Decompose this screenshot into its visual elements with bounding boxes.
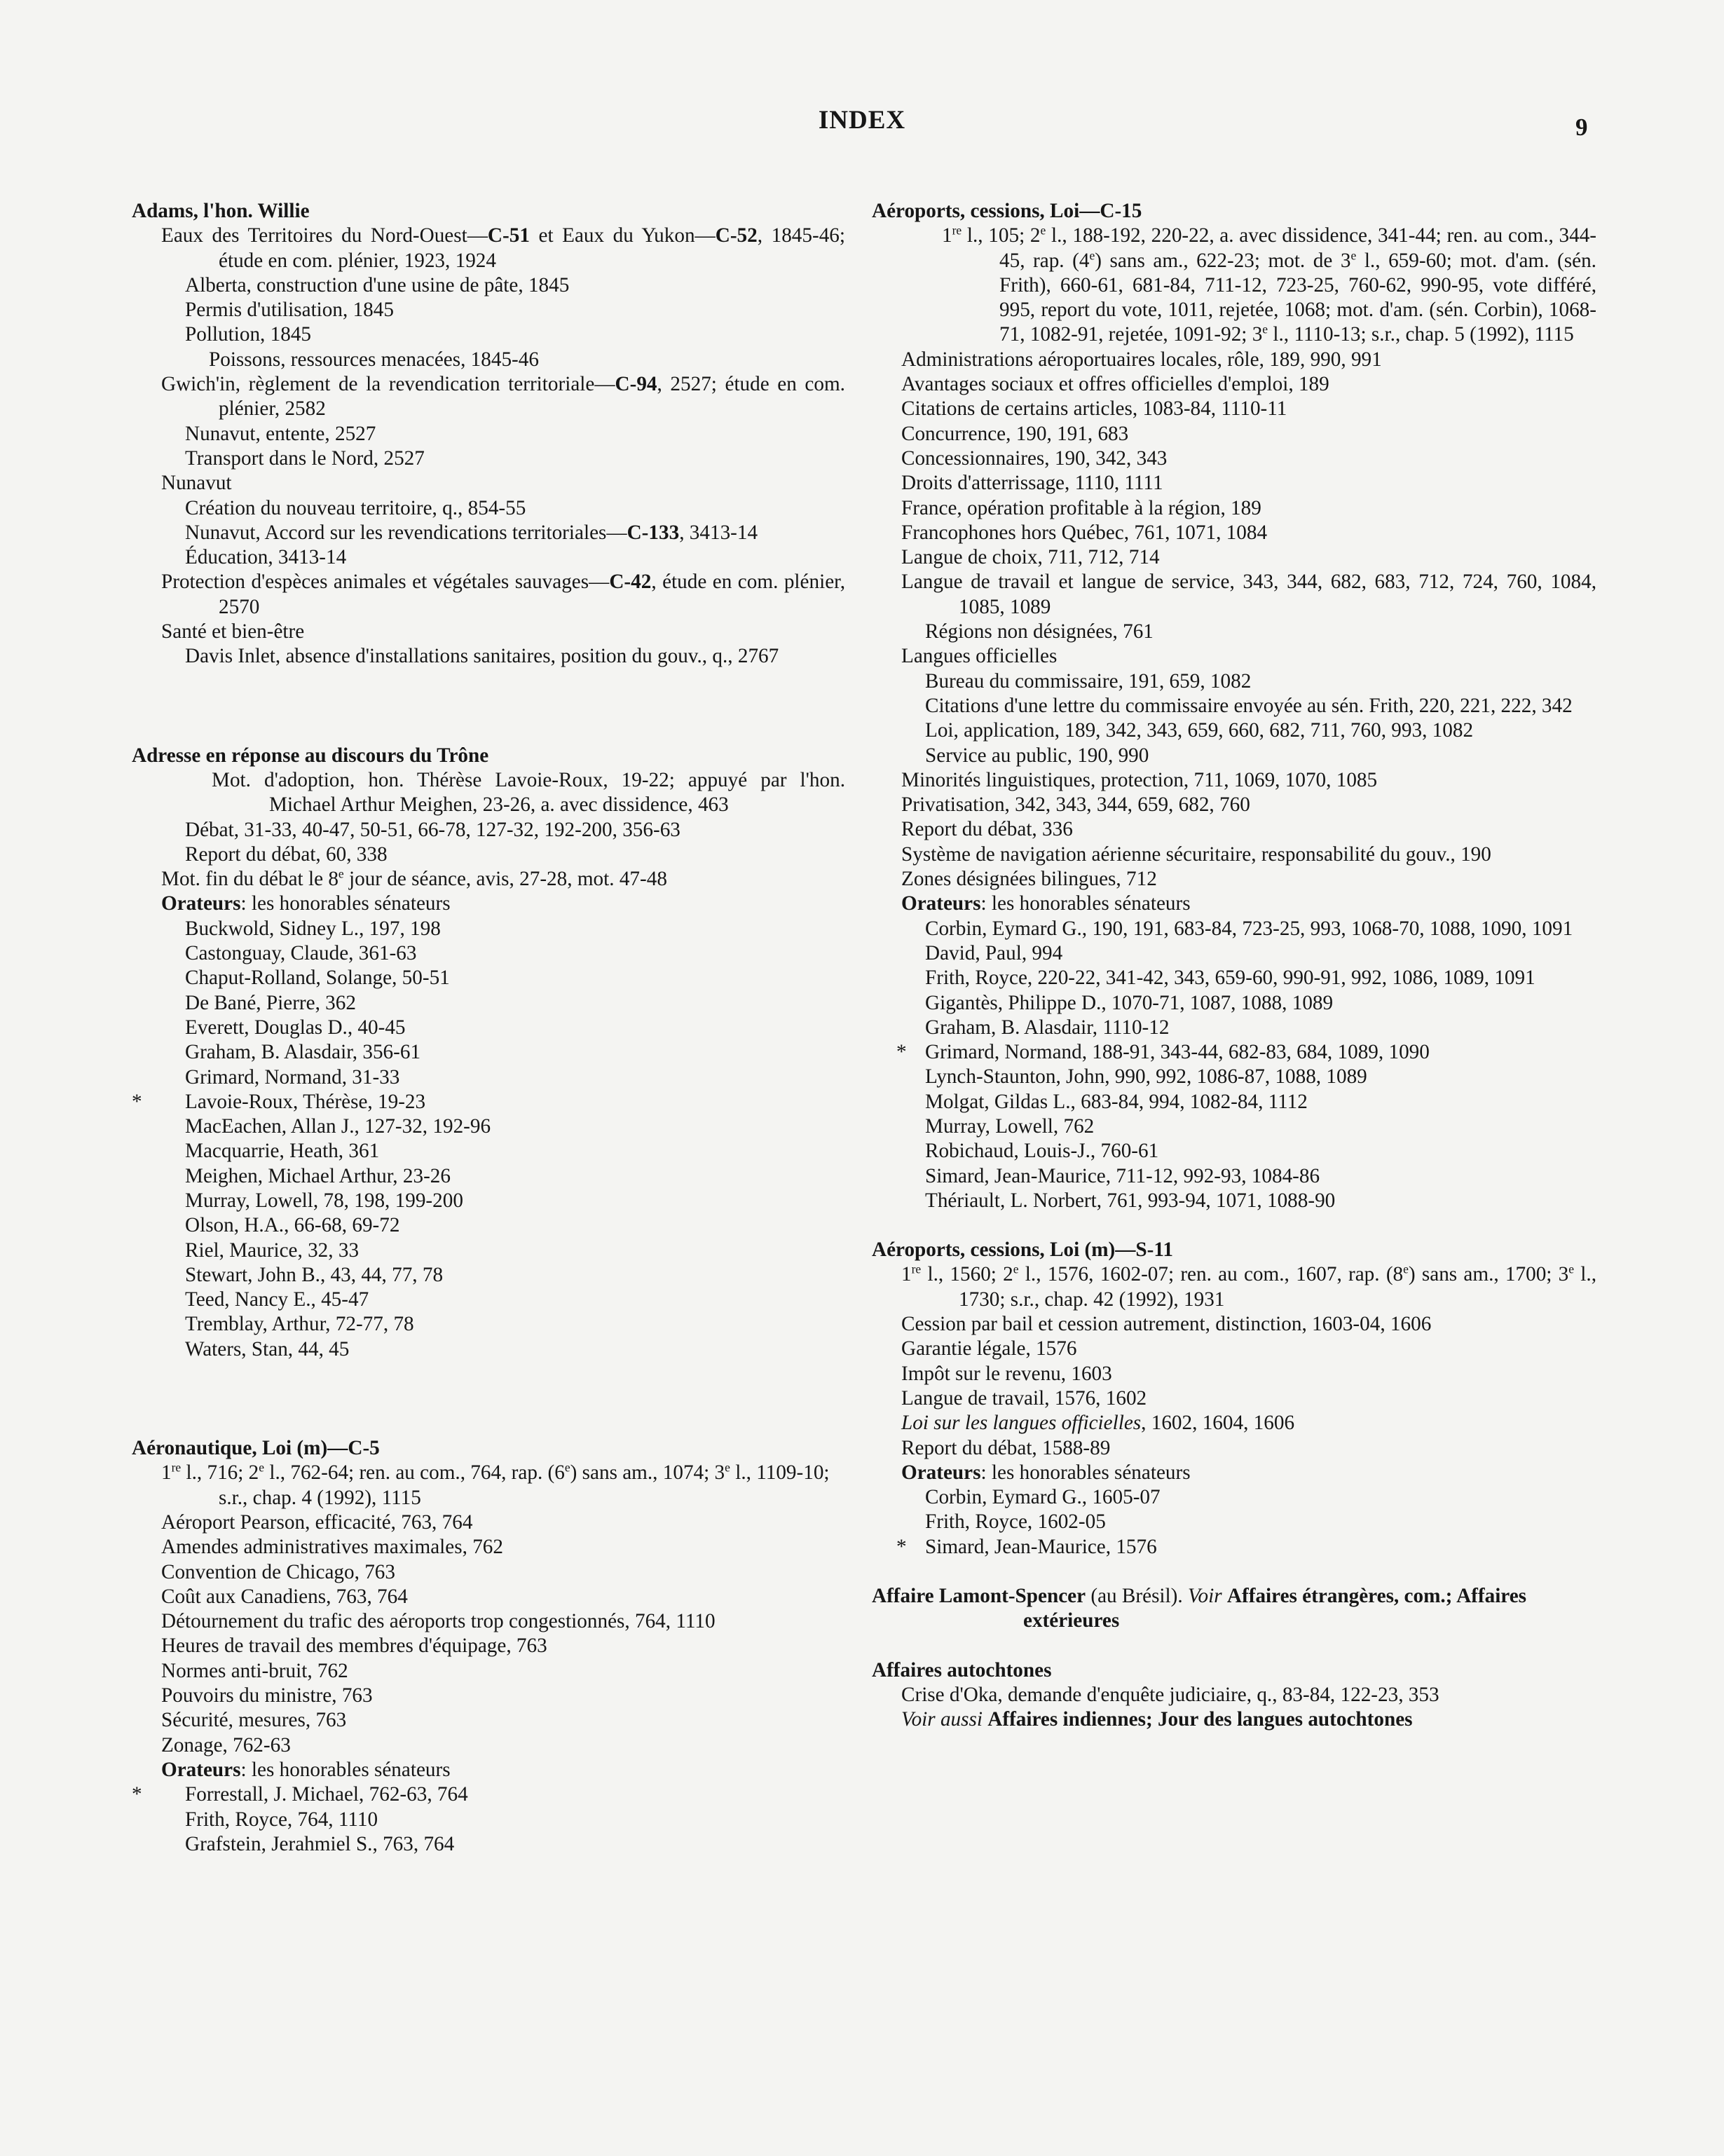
index-text: David, Paul, 994 (925, 941, 1063, 964)
index-text: : les honorables sénateurs (240, 892, 451, 915)
index-line (872, 1535, 1596, 1560)
index-line (872, 793, 1596, 817)
index-line (872, 991, 1596, 1016)
index-text: , 1845-46; étude en com. plénier, 1923, 1924 (219, 224, 845, 272)
index-text: Langue de choix, 711, 712, 714 (901, 546, 1160, 569)
index-text: Sécurité, mesures, 763 (161, 1709, 347, 1732)
index-text: Crise d'Oka, demande d'enquête judiciaire, q., 83-84, 122-23, 353 (901, 1683, 1439, 1706)
entry-gap (872, 1213, 1596, 1238)
index-text: Aéroport Pearson, efficacité, 763, 764 (161, 1510, 473, 1534)
index-line (872, 1189, 1596, 1213)
index-line (132, 1461, 845, 1510)
page-number: 9 (1575, 114, 1588, 141)
index-text: l., 716; 2 (181, 1461, 259, 1485)
index-text: Création du nouveau territoire, q., 854-55 (185, 496, 526, 519)
index-line (872, 224, 1596, 347)
index-line (872, 545, 1596, 570)
index-text: e (259, 1460, 265, 1475)
index-text: Affaires étrangères, com.; Affaires extérieures (1023, 1585, 1527, 1632)
index-line (872, 1065, 1596, 1089)
index-text: Everett, Douglas D., 40-45 (185, 1016, 406, 1039)
index-line (132, 1016, 845, 1040)
index-line (872, 892, 1596, 916)
index-heading: Affaires autochtones (872, 1658, 1052, 1681)
index-text: C-52 (715, 224, 758, 247)
index-line (132, 1585, 845, 1609)
index-line (132, 273, 845, 298)
index-text: Langue de travail, 1576, 1602 (901, 1386, 1147, 1410)
index-line (872, 397, 1596, 421)
index-text: Orateurs (161, 892, 241, 915)
index-line (132, 1065, 845, 1090)
index-line (872, 348, 1596, 372)
index-text: Transport dans le Nord, 2527 (185, 446, 425, 470)
page-title: INDEX (818, 106, 906, 135)
index-line (872, 669, 1596, 694)
index-text: , 2527; étude en com. plénier, 2582 (219, 373, 845, 421)
index-text: e (1403, 1262, 1409, 1276)
index-text: Mot. d'adoption, hon. Thérèse Lavoie-Roux, 19-22; appuyé par l'hon. Michael Arthur Meighen, 23-26, a. avec dissidence, 463 (212, 768, 845, 817)
index-line (132, 372, 845, 422)
index-line (872, 718, 1596, 743)
index-text: Affaire Lamont-Spencer (872, 1585, 1086, 1608)
index-line (872, 496, 1596, 521)
index-line (872, 867, 1596, 892)
index-line (872, 1485, 1596, 1510)
index-text: e (1040, 223, 1046, 238)
index-heading: Aéronautique, Loi (m)—C-5 (132, 1437, 380, 1460)
asterisk-marker: * (132, 1090, 142, 1113)
index-text: Système de navigation aérienne sécuritaire, responsabilité du gouv., 190 (901, 842, 1491, 866)
index-line (132, 570, 845, 620)
index-text: e (338, 866, 344, 881)
index-line (132, 941, 845, 966)
index-line (132, 348, 845, 372)
index-text: Santé et bien-être (161, 620, 305, 643)
index-line (872, 1090, 1596, 1114)
index-text: Orateurs (161, 1758, 241, 1781)
index-line (132, 1213, 845, 1238)
index-line (132, 768, 845, 818)
index-text: e (1568, 1262, 1575, 1276)
index-text: Nunavut, entente, 2527 (185, 422, 376, 445)
index-text: e (564, 1460, 570, 1475)
index-text: Orateurs (901, 1461, 981, 1484)
index-line (872, 422, 1596, 446)
index-line (132, 496, 845, 521)
index-text: e (1089, 247, 1095, 262)
index-text: Détournement du trafic des aéroports trop congestionnés, 764, 1110 (161, 1610, 716, 1633)
index-text: : les honorables sénateurs (980, 1461, 1191, 1484)
index-line (132, 1560, 845, 1585)
index-text: Orateurs (901, 892, 981, 915)
index-line (872, 1510, 1596, 1534)
index-text: Impôt sur le revenu, 1603 (901, 1362, 1112, 1385)
index-text: De Bané, Pierre, 362 (185, 991, 356, 1014)
index-line (132, 1239, 845, 1263)
index-line (872, 1139, 1596, 1164)
index-text: Buckwold, Sidney L., 197, 198 (185, 917, 441, 940)
index-text: C-42 (609, 571, 652, 594)
index-text: Simard, Jean-Maurice, 1576 (925, 1535, 1157, 1558)
index-text: Olson, H.A., 66-68, 69-72 (185, 1214, 400, 1237)
index-text: : les honorables sénateurs (980, 892, 1191, 915)
index-line (872, 1683, 1596, 1707)
index-line (872, 817, 1596, 842)
index-text: Concurrence, 190, 191, 683 (901, 422, 1129, 445)
index-text: Loi sur les langues officielles (901, 1412, 1142, 1435)
index-text (1222, 1585, 1227, 1607)
index-line (872, 471, 1596, 496)
index-text: Graham, B. Alasdair, 1110-12 (925, 1016, 1170, 1039)
index-line (132, 1312, 845, 1337)
index-text: Nunavut (161, 472, 232, 495)
index-line (132, 966, 845, 990)
index-line (872, 1436, 1596, 1461)
index-text: Gwich'in, règlement de la revendication territoriale— (161, 373, 615, 396)
index-text: , étude en com. plénier, 2570 (219, 571, 846, 618)
index-text: Heures de travail des membres d'équipage, 763 (161, 1635, 547, 1658)
index-text: Cession par bail et cession autrement, distinction, 1603-04, 1606 (901, 1313, 1432, 1336)
index-text: Meighen, Michael Arthur, 23-26 (185, 1164, 451, 1187)
index-line (132, 1535, 845, 1560)
index-text: Pouvoirs du ministre, 763 (161, 1684, 373, 1707)
index-line (132, 422, 845, 446)
index-line (132, 620, 845, 644)
index-text: Frith, Royce, 1602-05 (925, 1510, 1106, 1534)
index-heading: Adams, l'hon. Willie (132, 200, 310, 222)
index-text: Affaires indiennes; Jour des langues autochtones (987, 1708, 1413, 1731)
index-line (132, 1609, 845, 1634)
index-text: ) sans am., 1700; 3 (1408, 1263, 1569, 1286)
index-text: Gigantès, Philippe D., 1070-71, 1087, 1088, 1089 (925, 991, 1334, 1014)
index-text: ) sans am., 1074; 3 (570, 1461, 725, 1485)
index-heading: Aéroports, cessions, Loi (m)—S-11 (872, 1239, 1173, 1262)
index-text: (au Brésil). (1086, 1585, 1188, 1608)
entry-gap (132, 669, 845, 744)
index-text: e (725, 1460, 730, 1475)
index-line (872, 917, 1596, 941)
index-text: Chaput-Rolland, Solange, 50-51 (185, 967, 450, 990)
index-text: 1 (942, 224, 952, 247)
index-text: Grimard, Normand, 188-91, 343-44, 682-83, 684, 1089, 1090 (925, 1041, 1430, 1064)
index-line (872, 744, 1596, 768)
index-text: Frith, Royce, 764, 1110 (185, 1808, 378, 1831)
index-text: Robichaud, Louis-J., 760-61 (925, 1140, 1159, 1163)
index-line (132, 1782, 845, 1807)
index-line (872, 1386, 1596, 1411)
index-text: Frith, Royce, 220-22, 341-42, 343, 659-60, 990-91, 992, 1086, 1089, 1091 (925, 967, 1535, 990)
index-line (872, 966, 1596, 990)
index-line (132, 545, 845, 570)
index-line (132, 1659, 845, 1684)
index-text: Zonage, 762-63 (161, 1733, 291, 1756)
index-text: Report du débat, 336 (901, 818, 1073, 841)
index-line (132, 1758, 845, 1782)
index-text: Eaux des Territoires du Nord-Ouest— (161, 224, 488, 247)
index-text: re (171, 1460, 182, 1475)
index-text: Davis Inlet, absence d'installations sanitaires, position du gouv., q., 2767 (185, 645, 779, 668)
index-text: Mot. fin du débat le 8 (161, 868, 338, 891)
index-text: Thériault, L. Norbert, 761, 993-94, 1071, 1088-90 (925, 1189, 1336, 1212)
asterisk-marker: * (896, 1535, 907, 1558)
index-line (132, 892, 845, 916)
index-line (872, 446, 1596, 471)
index-heading: Adresse en réponse au discours du Trône (132, 744, 489, 767)
index-line (132, 1090, 845, 1114)
index-text: l., 1730; s.r., chap. 42 (1992), 1931 (959, 1263, 1597, 1311)
index-line (132, 1510, 845, 1535)
index-text: Francophones hors Québec, 761, 1071, 1084 (901, 521, 1268, 544)
index-text: Permis d'utilisation, 1845 (185, 299, 394, 322)
index-text: : les honorables sénateurs (240, 1758, 451, 1781)
index-text: Poissons, ressources menacées, 1845-46 (209, 348, 539, 371)
index-text: Garantie légale, 1576 (901, 1337, 1077, 1360)
index-line (132, 298, 845, 322)
index-line (872, 1164, 1596, 1189)
index-line (132, 644, 845, 669)
index-line (872, 644, 1596, 669)
index-text: Citations d'une lettre du commissaire envoyée au sén. Frith, 220, 221, 222, 342 (925, 694, 1573, 717)
index-text: Teed, Nancy E., 45-47 (185, 1288, 369, 1311)
index-line (132, 1164, 845, 1189)
index-text: C-51 (487, 224, 530, 247)
index-text: Grafstein, Jerahmiel S., 763, 764 (185, 1832, 455, 1855)
index-line (872, 1584, 1596, 1634)
index-text: 1 (161, 1461, 172, 1485)
index-text: Bureau du commissaire, 191, 659, 1082 (925, 669, 1252, 692)
index-line (872, 570, 1596, 620)
index-text: C-133 (627, 521, 680, 544)
index-line (872, 1411, 1596, 1435)
index-line (872, 1040, 1596, 1065)
index-text: Riel, Maurice, 32, 33 (185, 1239, 360, 1262)
index-text: C-94 (615, 373, 657, 396)
index-line (132, 867, 845, 892)
index-line (872, 1262, 1596, 1312)
index-text: jour de séance, avis, 27-28, mot. 47-48 (343, 868, 667, 891)
index-text: Stewart, John B., 43, 44, 77, 78 (185, 1263, 444, 1286)
asterisk-marker: * (132, 1783, 142, 1806)
index-line (872, 1707, 1596, 1732)
index-text: Lavoie-Roux, Thérèse, 19-23 (185, 1090, 426, 1113)
index-text: l., 1560; 2 (921, 1263, 1013, 1286)
index-text: Alberta, construction d'une usine de pâte, 1845 (185, 273, 570, 296)
index-line (132, 1634, 845, 1658)
index-text: Langue de travail et langue de service, 343, 344, 682, 683, 712, 724, 760, 1084, 1085, 1089 (901, 571, 1596, 618)
index-text: re (911, 1262, 922, 1276)
index-text: Débat, 31-33, 40-47, 50-51, 66-78, 127-32, 192-200, 356-63 (185, 818, 680, 841)
index-line (872, 941, 1596, 966)
index-text: Waters, Stan, 44, 45 (185, 1337, 350, 1360)
index-text: Coût aux Canadiens, 763, 764 (161, 1585, 408, 1608)
index-text: Corbin, Eymard G., 190, 191, 683-84, 723-25, 993, 1068-70, 1088, 1090, 1091 (925, 917, 1573, 940)
index-line (132, 1189, 845, 1213)
index-line (872, 842, 1596, 867)
index-text: , 1602, 1604, 1606 (1141, 1412, 1295, 1435)
index-text: Convention de Chicago, 763 (161, 1560, 395, 1583)
index-text: Forrestall, J. Michael, 762-63, 764 (185, 1783, 468, 1806)
index-text: 1 (901, 1263, 912, 1286)
index-line (132, 471, 845, 496)
index-line (872, 1362, 1596, 1386)
index-text: e (1013, 1262, 1019, 1276)
index-text: Administrations aéroportuaires locales, rôle, 189, 990, 991 (901, 348, 1382, 371)
index-text: Régions non désignées, 761 (925, 620, 1154, 643)
index-text: Tremblay, Arthur, 72-77, 78 (185, 1313, 414, 1336)
index-text: Report du débat, 1588-89 (901, 1436, 1111, 1459)
index-text: Protection d'espèces animales et végétales sauvages— (161, 571, 610, 594)
index-text: l., 1110-13; s.r., chap. 5 (1992), 1115 (1268, 323, 1574, 346)
index-line (132, 1263, 845, 1288)
index-text: l., 188-192, 220-22, a. avec dissidence, 341-44; ren. au com., 344-45, rap. (4 (999, 224, 1597, 272)
index-column-right (872, 199, 1596, 1733)
index-line (872, 1461, 1596, 1485)
index-text: Droits d'atterrissage, 1110, 1111 (901, 472, 1163, 495)
index-line (872, 372, 1596, 397)
index-line (132, 1139, 845, 1164)
index-text: Nunavut, Accord sur les revendications territoriales— (185, 521, 627, 544)
index-line (132, 224, 845, 273)
index-line (872, 694, 1596, 718)
asterisk-marker: * (896, 1041, 907, 1064)
index-text: Éducation, 3413-14 (185, 546, 347, 569)
index-text: l., 762-64; ren. au com., 764, rap. (6 (264, 1461, 565, 1485)
index-heading: Aéroports, cessions, Loi—C-15 (872, 200, 1142, 222)
index-text: et Eaux du Yukon— (529, 224, 716, 247)
index-line (132, 1288, 845, 1312)
index-line (872, 1016, 1596, 1040)
index-line (132, 1708, 845, 1733)
index-line (132, 917, 845, 941)
index-text: Murray, Lowell, 762 (925, 1114, 1095, 1138)
index-text: Voir (1187, 1585, 1222, 1608)
index-line (872, 521, 1596, 545)
index-text: re (952, 223, 962, 238)
index-line (872, 1312, 1596, 1337)
index-text: Langues officielles (901, 645, 1058, 668)
index-text: Loi, application, 189, 342, 343, 659, 660, 682, 711, 760, 993, 1082 (925, 719, 1474, 742)
index-text: l., 1109-10; s.r., chap. 4 (1992), 1115 (219, 1461, 830, 1509)
index-text: Normes anti-bruit, 762 (161, 1659, 348, 1682)
index-text: Concessionnaires, 190, 342, 343 (901, 446, 1168, 470)
index-line (132, 1114, 845, 1139)
index-line (132, 322, 845, 347)
index-line (132, 842, 845, 867)
index-text: Macquarrie, Heath, 361 (185, 1140, 380, 1163)
index-line (132, 521, 845, 545)
index-text: Simard, Jean-Maurice, 711-12, 992-93, 1084-86 (925, 1164, 1320, 1187)
entry-gap (132, 1362, 845, 1436)
index-text: ) sans am., 622-23; mot. de 3 (1095, 249, 1351, 272)
index-line (872, 768, 1596, 793)
index-text: Corbin, Eymard G., 1605-07 (925, 1486, 1161, 1509)
index-line (872, 1337, 1596, 1361)
index-text: Avantages sociaux et offres officielles d'emploi, 189 (901, 373, 1329, 396)
entry-gap (872, 1634, 1596, 1658)
index-text: Zones désignées bilingues, 712 (901, 868, 1157, 891)
index-line (132, 818, 845, 842)
index-text: l., 659-60; mot. d'am. (sén. Frith), 660-61, 681-84, 711-12, 723-25, 760-62, 990-95, vote différé, 995, report du vote, 1011, rejetée, 1068; mot. d'am. (sén. Corbin), 1068-71, 1082-91, rejetée, 1091-92; 3 (999, 249, 1596, 346)
index-text: France, opération profitable à la région, 189 (901, 496, 1261, 519)
index-text: , 3413-14 (679, 521, 758, 544)
index-text: Voir aussi (901, 1708, 983, 1731)
index-text: l., 1576, 1602-07; ren. au com., 1607, rap. (8 (1018, 1263, 1404, 1286)
index-line (132, 446, 845, 471)
index-text: Citations de certains articles, 1083-84, 1110-11 (901, 397, 1287, 421)
index-text: Lynch-Staunton, John, 990, 992, 1086-87, 1088, 1089 (925, 1065, 1367, 1089)
index-line (132, 1040, 845, 1065)
index-text: l., 105; 2 (962, 224, 1041, 247)
index-text: Molgat, Gildas L., 683-84, 994, 1082-84, 1112 (925, 1090, 1308, 1113)
index-text: e (1262, 322, 1268, 336)
index-text: Amendes administratives maximales, 762 (161, 1536, 503, 1559)
index-line (132, 1832, 845, 1857)
index-text: Privatisation, 342, 343, 344, 659, 682, 760 (901, 793, 1250, 817)
index-text: Murray, Lowell, 78, 198, 199-200 (185, 1189, 463, 1212)
index-text: Grimard, Normand, 31-33 (185, 1065, 400, 1089)
index-line (132, 991, 845, 1016)
index-text: Minorités linguistiques, protection, 711, 1069, 1070, 1085 (901, 768, 1378, 791)
index-text: Graham, B. Alasdair, 356-61 (185, 1041, 421, 1064)
index-text: e (1350, 247, 1357, 262)
index-line (132, 1337, 845, 1362)
index-text: Service au public, 190, 990 (925, 744, 1149, 767)
index-column-left (132, 199, 845, 1857)
index-line (132, 1684, 845, 1708)
index-text: Pollution, 1845 (185, 323, 312, 346)
index-line (132, 1733, 845, 1758)
index-line (872, 620, 1596, 644)
index-text: Castonguay, Claude, 361-63 (185, 942, 417, 965)
index-text: Report du débat, 60, 338 (185, 842, 388, 866)
index-text: MacEachen, Allan J., 127-32, 192-96 (185, 1115, 491, 1138)
index-line (872, 1114, 1596, 1139)
index-line (132, 1808, 845, 1832)
entry-gap (872, 1560, 1596, 1584)
